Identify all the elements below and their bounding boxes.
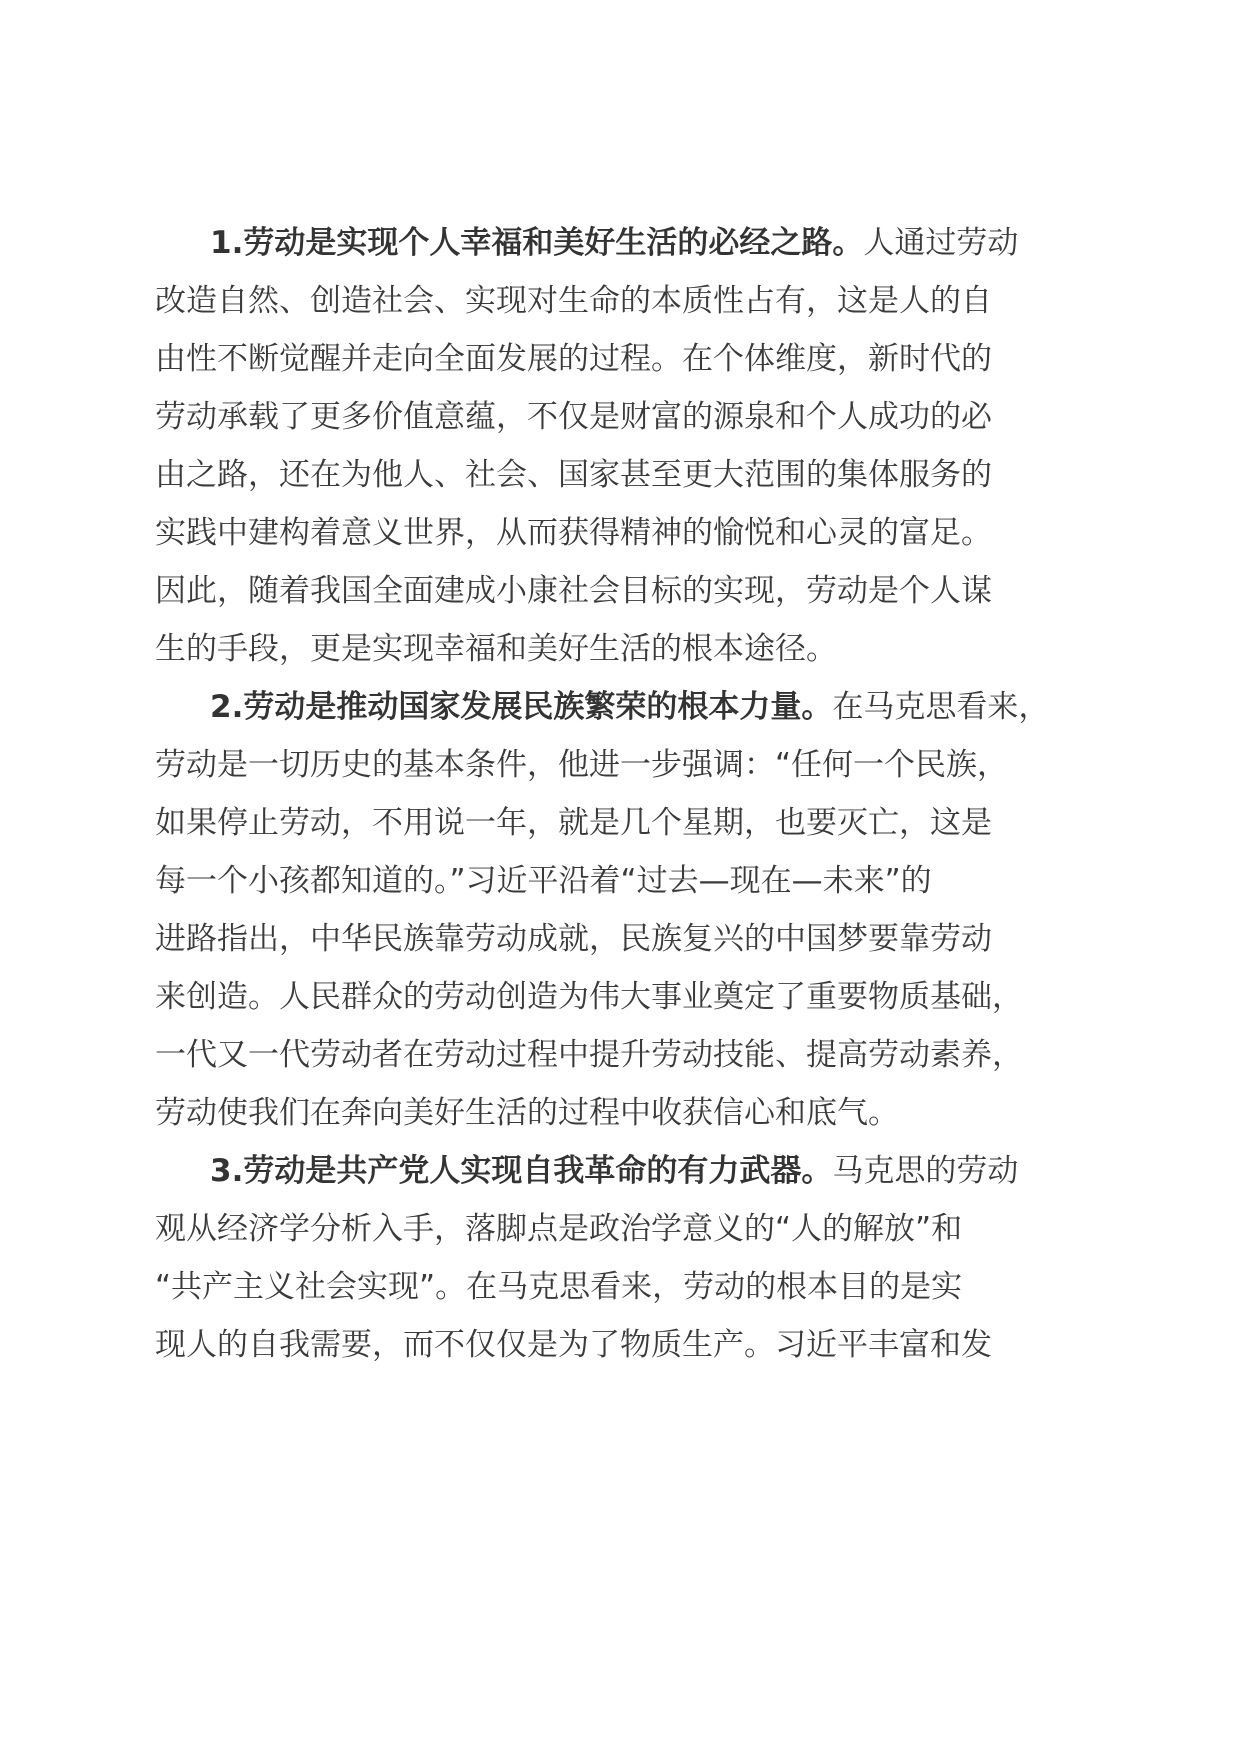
paragraph-line: 生的手段，更是实现幸福和美好生活的根本途径。 (155, 631, 837, 667)
paragraph-1-text: 人通过劳动 (863, 225, 1019, 261)
paragraph-line: “共产主义社会实现”。在马克思看来，劳动的根本目的是实 (155, 1269, 963, 1305)
paragraph-line: 进路指出，中华民族靠劳动成就，民族复兴的中国梦要靠劳动 (155, 921, 992, 957)
paragraph-line: 每一个小孩都知道的。”习近平沿着“过去—现在—未来”的 (155, 863, 932, 899)
paragraph-3-line-1 (210, 1146, 1018, 1196)
paragraph-line: 一代又一代劳动者在劳动过程中提升劳动技能、提高劳动素养， (155, 1037, 1023, 1073)
paragraph-line: 观从经济学分析入手，落脚点是政治学意义的“人的解放”和 (155, 1211, 963, 1247)
paragraph-line: 劳动是一切历史的基本条件，他进一步强调：“任何一个民族， (155, 747, 1009, 783)
paragraph-3-heading: 3.劳动是共产党人实现自我革命的有力武器。 (210, 1153, 833, 1189)
paragraph-line: 由性不断觉醒并走向全面发展的过程。在个体维度，新时代的 (155, 341, 992, 377)
paragraph-line: 现人的自我需要，而不仅仅是为了物质生产。习近平丰富和发 (155, 1327, 992, 1363)
paragraph-line: 来创造。人民群众的劳动创造为伟大事业奠定了重要物质基础， (155, 979, 1023, 1015)
paragraph-line: 因此，随着我国全面建成小康社会目标的实现，劳动是个人谋 (155, 573, 992, 609)
paragraph-line: 劳动使我们在奔向美好生活的过程中收获信心和底气。 (155, 1095, 899, 1131)
paragraph-line: 实践中建构着意义世界，从而获得精神的愉悦和心灵的富足。 (155, 515, 992, 551)
paragraph-2-heading: 2.劳动是推动国家发展民族繁荣的根本力量。 (210, 689, 833, 725)
paragraph-1-heading: 1.劳动是实现个人幸福和美好生活的必经之路。 (210, 225, 864, 261)
paragraph-1-line-1 (210, 218, 1018, 268)
paragraph-2-line-1 (210, 682, 1049, 732)
paragraph-line: 由之路，还在为他人、社会、国家甚至更大范围的集体服务的 (155, 457, 992, 493)
paragraph-2-text: 在马克思看来， (832, 689, 1050, 725)
paragraph-line: 改造自然、创造社会、实现对生命的本质性占有，这是人的自 (155, 283, 992, 319)
paragraph-line: 劳动承载了更多价值意蕴，不仅是财富的源泉和个人成功的必 (155, 399, 992, 435)
paragraph-line: 如果停止劳动，不用说一年，就是几个星期，也要灭亡，这是 (155, 805, 992, 841)
paragraph-3-text: 马克思的劳动 (832, 1153, 1019, 1189)
